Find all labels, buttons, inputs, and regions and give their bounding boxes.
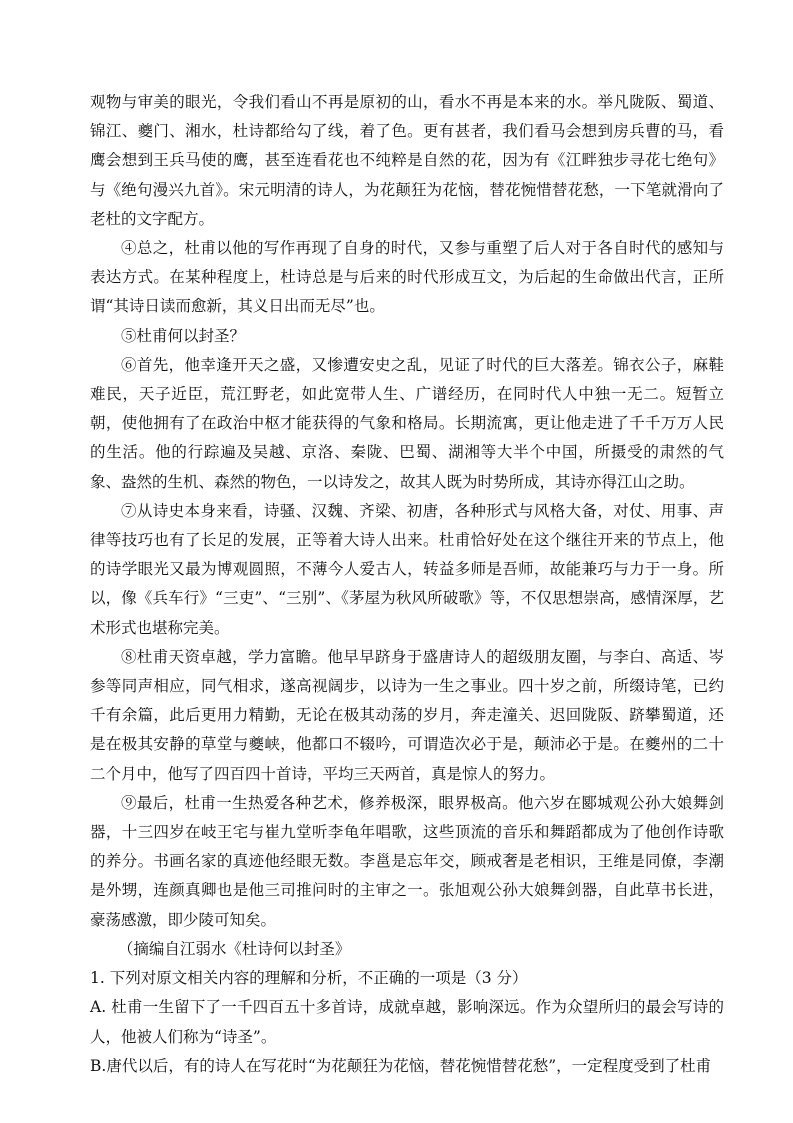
option-a: A. 杜甫一生留下了一千四百五十多首诗，成就卓越，影响深远。作为众望所归的最会写诗的人，他被人们称为“诗圣”。 (90, 998, 724, 1046)
source-citation: （摘编自江弱水《杜诗何以封圣》 (117, 939, 351, 958)
question-1: 1. 下列对原文相关内容的理解和分析，不正确的一项是（3 分） (90, 969, 528, 988)
paragraph-6: ⑥首先，他幸逢开天之盛，又惨遭安史之乱，见证了时代的巨大落差。锦衣公子，麻鞋难民，天子近臣，荒江野老，如此宽带人生、广谱经历，在同时代人中独一无二。短暂立朝，使他拥有了在政治中枢才能获得的气象和格局。长期流寓，更让他走进了千千万万人民的生活。他的行踪遍及吴越、京洛、秦陇、巴蜀、湖湘等大半个中国，所摄受的肃然的气象、盎然的生机、森然的物色，一以诗发之，故其人既为时势所成，其诗亦得江山之助。 (90, 355, 724, 491)
paragraph-9: ⑨最后，杜甫一生热爱各种艺术，修养极深，眼界极高。他六岁在郾城观公孙大娘舞剑器，十三四岁在岐王宅与崔九堂听李龟年唱歌，这些顶流的音乐和舞蹈都成为了他创作诗歌的养分。书画名家的真迹他经眼无数。李邕是忘年交，顾戒奢是老相识，王维是同僚，李潮是外甥，连颜真卿也是他三司推问时的主审之一。张旭观公孙大娘舞剑器，自此草书长进，豪荡感激，即少陵可知矣。 (90, 793, 724, 929)
paragraph-7: ⑦从诗史本身来看，诗骚、汉魏、齐梁、初唐，各种形式与风格大备，对仗、用事、声律等技巧也有了长足的发展，正等着大诗人出来。杜甫恰好处在这个继往开来的节点上，他的诗学眼光又最为博观圆照，不薄今人爱古人，转益多师是吾师，故能兼巧与力于一身。所以，像《兵车行》“三吏”、“三别”、《茅屋为秋风所破歌》等，不仅思想崇高，感情深厚，艺术形式也堪称完美。 (90, 501, 724, 637)
paragraph-continued: 观物与审美的眼光，令我们看山不再是原初的山，看水不再是本来的水。举凡陇阪、蜀道、锦江、夔门、湘水，杜诗都给勾了线，着了色。更有甚者，我们看马会想到房兵曹的马，看鹰会想到王兵马使的鹰，甚至连看花也不纯粹是自然的花，因为有《江畔独步寻花七绝句》与《绝句漫兴九首》。宋元明清的诗人，为花颠狂为花恼，替花惋惜替花愁，一下笔就滑向了老杜的文字配方。 (90, 93, 724, 228)
document-page (90, 88, 724, 1081)
paragraph-4: ④总之，杜甫以他的写作再现了自身的时代，又参与重塑了后人对于各自时代的感知与表达方式。在某种程度上，杜诗总是与后来的时代形成互文，为后起的生命做出代言，正所谓“其诗日读而愈新，其义日出而无尽”也。 (90, 239, 724, 316)
paragraph-8: ⑧杜甫天资卓越，学力富瞻。他早早跻身于盛唐诗人的超级朋友圈，与李白、高适、岑参等同声相应，同气相求，遂高视阔步，以诗为一生之事业。四十岁之前，所缀诗笔，已约千有余篇，此后更用力精勤，无论在极其动荡的岁月，奔走潼关、迟回陇阪、跻攀蜀道，还是在极其安静的草堂与夔峡，他都口不辍吟，可谓造次必于是，颠沛必于是。在夔州的二十二个月中，他写了四百四十首诗，平均三天两首，真是惊人的努力。 (90, 647, 724, 783)
option-b: B.唐代以后，有的诗人在写花时“为花颠狂为花恼，替花惋惜替花愁”，一定程度受到了杜甫 (90, 1056, 712, 1075)
paragraph-5-question-heading: ⑤杜甫何以封圣？ (121, 326, 246, 345)
